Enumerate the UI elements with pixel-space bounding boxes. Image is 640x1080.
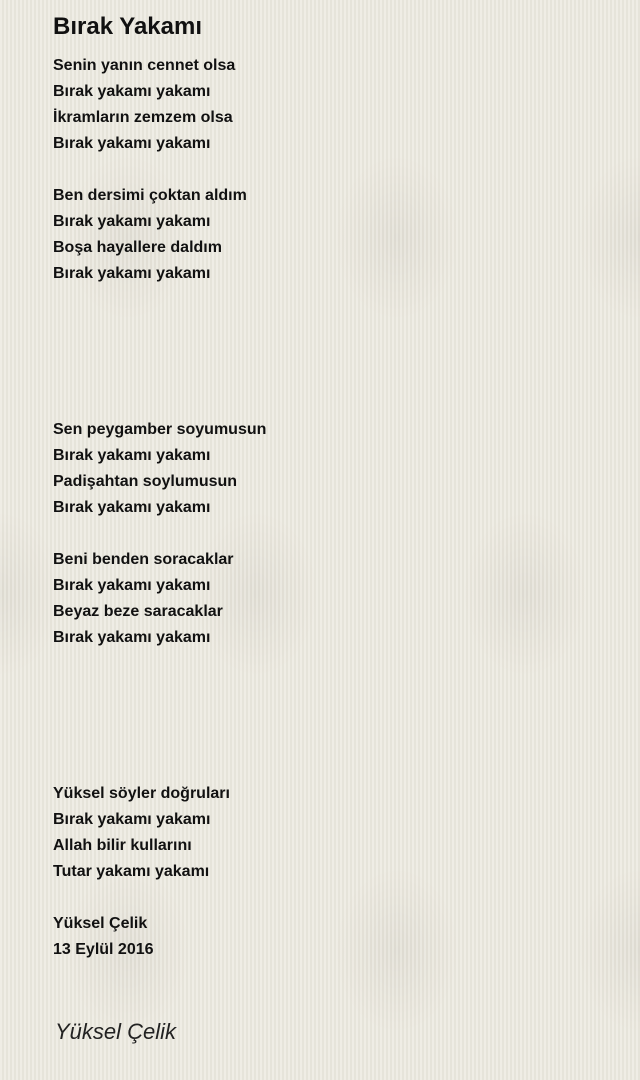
poem-line: Tutar yakamı yakamı (53, 863, 210, 880)
stanza-spacer (53, 885, 613, 911)
poem-title: Bırak Yakamı (53, 13, 203, 40)
poem-line: Sen peygamber soyumusun (53, 421, 267, 438)
poem-line: Bırak yakamı yakamı (53, 499, 211, 516)
poem-line: Yüksel söyler doğruları (53, 785, 230, 802)
stanza-spacer (53, 287, 613, 417)
poem-line: Bırak yakamı yakamı (53, 135, 211, 152)
stanza-spacer (53, 651, 613, 781)
poem-line: Ben dersimi çoktan aldım (53, 187, 247, 204)
poem-line: Bırak yakamı yakamı (53, 265, 211, 282)
poem-line: Boşa hayallere daldım (53, 239, 222, 256)
stanza-spacer (53, 157, 613, 183)
poem-line: Bırak yakamı yakamı (53, 811, 211, 828)
poem-line: İkramların zemzem olsa (53, 109, 233, 126)
stanza (53, 53, 613, 157)
poem-date: 13 Eylül 2016 (53, 941, 154, 958)
stanza (53, 417, 613, 521)
poem-line: Bırak yakamı yakamı (53, 447, 211, 464)
poem-line: Beni benden soracaklar (53, 551, 234, 568)
stanza (53, 183, 613, 287)
poem-line: Bırak yakamı yakamı (53, 629, 211, 646)
stanza-spacer (53, 521, 613, 547)
poem-author: Yüksel Çelik (53, 915, 148, 932)
poem-line: Padişahtan soylumusun (53, 473, 238, 490)
stanza (53, 781, 613, 885)
poem-line: Allah bilir kullarını (53, 837, 192, 854)
stanza (53, 547, 613, 651)
poem-line: Beyaz beze saracaklar (53, 603, 223, 620)
author-signature: Yüksel Çelik (55, 1019, 177, 1044)
poem-line: Bırak yakamı yakamı (53, 213, 211, 230)
poem-line: Bırak yakamı yakamı (53, 577, 211, 594)
poem-body (53, 53, 613, 963)
poem-credit (53, 911, 613, 963)
poem-line: Senin yanın cennet olsa (53, 57, 236, 74)
poem-line: Bırak yakamı yakamı (53, 83, 211, 100)
